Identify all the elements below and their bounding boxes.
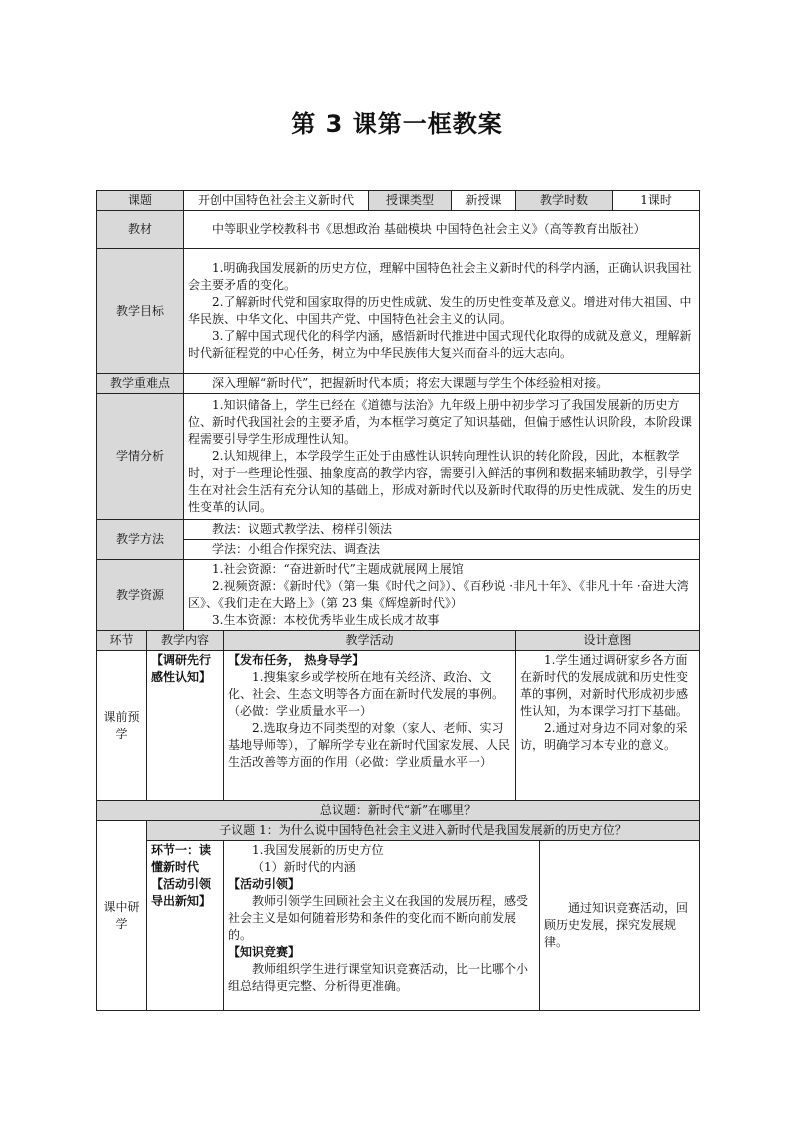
- analysis-label: 学情分析: [97, 394, 184, 520]
- analysis-item: 1.知识储备上，学生已经在《道德与法治》九年级上册中初步学习了我国发展新的历史方位、新时代我国社会的主要矛盾，为本框学习奠定了知识基础，但偏于感性认识阶段，本阶段课程需要引导学生形成理性认知。: [188, 398, 693, 446]
- resources-row: [97, 560, 700, 631]
- hours-value: 1课时: [613, 191, 700, 211]
- key-points-label: 教学重难点: [97, 374, 184, 394]
- in-class-line: （1）新时代的内涵: [252, 860, 356, 874]
- pre-class-stage: 课前预学: [97, 651, 147, 801]
- resource-item: 1.社会资源：“奋进新时代”主题成就展网上展馆: [212, 562, 464, 576]
- type-value: 新授课: [452, 191, 516, 211]
- intent-header: 设计意图: [516, 631, 700, 651]
- pre-class-activity: 2.选取身边不同类型的对象（家人、老师、实习基地导师等），了解所学专业在新时代国家发展、人民生活改善等方面的作用（必做：学业质量水平一）: [228, 721, 511, 769]
- lesson-plan-table-wrap: [96, 190, 699, 1011]
- resource-item: 2.视频资源：《新时代》（第一集《时代之问》）、《百秒说 ·非凡十年》、《非凡十年 ·奋进大湾区》、《我们走在大路上》（第 23 集《辉煌新时代》）: [188, 579, 689, 610]
- hours-label: 教学时数: [516, 191, 613, 211]
- stage-header: 环节: [97, 631, 147, 651]
- textbook-row: [97, 211, 700, 249]
- in-class-intent: 通过知识竞赛活动，回顾历史发展，探究发展规律。: [544, 901, 689, 949]
- resources-label: 教学资源: [97, 560, 184, 631]
- textbook-label: 教材: [97, 211, 184, 249]
- activity-tag: 【活动引领】: [228, 877, 301, 891]
- activity-header: 教学活动: [224, 631, 516, 651]
- page-title: 第 3 课第一框教案: [291, 110, 503, 138]
- in-class-line: 1.我国发展新的历史方位: [252, 843, 384, 857]
- topic-value: 开创中国特色社会主义新时代: [184, 191, 369, 211]
- methods-row: [97, 520, 700, 540]
- in-class-stage: 课中研学: [97, 821, 147, 1011]
- methods-row-2: [97, 540, 700, 560]
- goal-item: 1.明确我国发展新的历史方位，理解中国特色社会主义新时代的科学内涵，正确认识我国社会主要矛盾的变化。: [188, 261, 692, 292]
- sub-topic: 子议题 1：为什么说中国特色社会主义进入新时代是我国发展新的历史方位？: [147, 821, 700, 841]
- pre-class-intent: 2.通过对身边不同对象的采访，明确学习本专业的意义。: [520, 721, 688, 752]
- goals-row: [97, 249, 700, 374]
- overall-topic-row: [97, 801, 700, 821]
- resource-item: 3.生本资源：本校优秀毕业生成长成才故事: [212, 613, 440, 627]
- header-row: [97, 191, 700, 211]
- goals-label: 教学目标: [97, 249, 184, 374]
- teach-method: 教法：议题式教学法、榜样引领法: [212, 522, 393, 536]
- content-header: 教学内容: [147, 631, 224, 651]
- textbook-value: 中等职业学校教科书《思想政治 基础模块 中国特色社会主义》（高等教育出版社）: [212, 222, 646, 236]
- in-class-paragraph: 教师引领学生回顾社会主义在我国的发展历程，感受社会主义是如何随着形势和条件的变化而不断向前发展的。: [228, 894, 529, 942]
- key-points-row: [97, 374, 700, 394]
- analysis-item: 2.认知规律上，本学段学生正处于由感性认识转向理性认识的转化阶段，因此，本框教学时，对于一些理论性强、抽象度高的教学内容，需要引入鲜活的事例和数据来辅助教学，引导学生在对社会生活有充分认知的基础上，形成对新时代以及新时代取得的历史性成就、发生的历史性变革的认同。: [188, 449, 693, 514]
- in-class-row: [97, 841, 700, 1011]
- in-class-content: 环节一：读懂新时代 【活动引领 导出新知】: [147, 841, 224, 1011]
- competition-tag: 【知识竞赛】: [228, 945, 301, 959]
- pre-class-row: [97, 651, 700, 801]
- process-header-row: [97, 631, 700, 651]
- key-points-value: 深入理解“新时代”，把握新时代本质；将宏大课题与学生个体经验相对接。: [212, 376, 609, 390]
- methods-label: 教学方法: [97, 520, 184, 560]
- in-class-paragraph: 教师组织学生进行课堂知识竞赛活动，比一比哪个小组总结得更完整、分析得更准确。: [228, 962, 529, 993]
- pre-class-activity-head: 【发布任务， 热身导学】: [228, 653, 365, 667]
- analysis-row: [97, 394, 700, 520]
- pre-class-intent: 1.学生通过调研家乡各方面在新时代的发展成就和历史性变革的事例，对新时代形成初步感性认知，为本课学习打下基础。: [520, 653, 689, 718]
- pre-class-content: 【调研先行 感性认知】: [147, 651, 224, 801]
- sub-topic-row: [97, 821, 700, 841]
- goal-item: 2.了解新时代党和国家取得的历史性成就、发生的历史性变革及意义。增进对伟大祖国、中华民族、中华文化、中国共产党、中国特色社会主义的认同。: [188, 295, 692, 326]
- overall-topic: 总议题：新时代“新”在哪里？: [97, 801, 700, 821]
- lesson-plan-table: [96, 190, 700, 1011]
- topic-label: 课题: [97, 191, 184, 211]
- type-label: 授课类型: [369, 191, 452, 211]
- pre-class-activity: 1.搜集家乡或学校所在地有关经济、政治、文化、社会、生态文明等各方面在新时代发展的事例。（必做：学业质量水平一）: [228, 670, 505, 718]
- learn-method: 学法：小组合作探究法、调查法: [212, 542, 381, 556]
- goal-item: 3.了解中国式现代化的科学内涵，感悟新时代推进中国式现代化取得的成就及意义，理解新时代新征程党的中心任务，树立为中华民族伟大复兴而奋斗的远大志向。: [188, 329, 692, 360]
